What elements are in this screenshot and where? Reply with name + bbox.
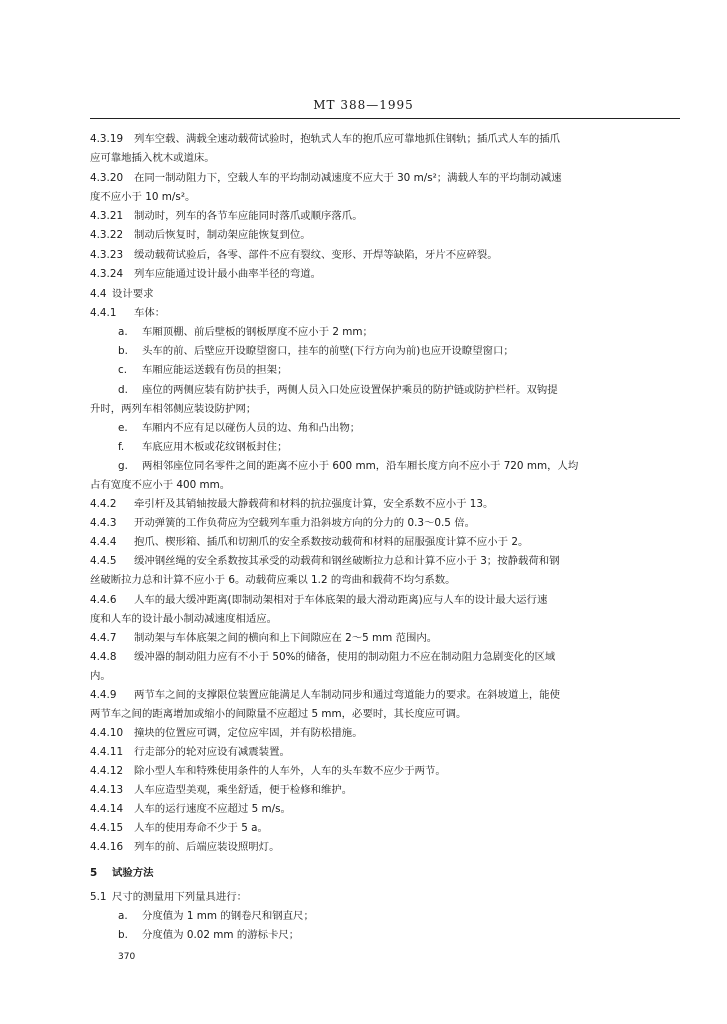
- clause-4-4-11: 4.4.11 行走部分的轮对应设有减震装置。: [90, 746, 290, 758]
- clause-4-4-12: 4.4.12 除小型人车和特殊使用条件的人车外，人车的头车数不应少于两节。: [90, 765, 446, 777]
- page-number: 370: [118, 952, 136, 962]
- clause-4-4-4: 4.4.4 抱爪、楔形箱、插爪和切割爪的安全系数按动载荷和材料的屈服强度计算不应小于 2。: [90, 536, 529, 548]
- section-4-4-title: 4.4 设计要求: [90, 288, 154, 300]
- clause-4-4-7: 4.4.7 制动架与车体底架之间的横向和上下间隙应在 2～5 mm 范围内。: [90, 632, 438, 644]
- list-item-a: a. 分度值为 1 mm 的钢卷尺和钢直尺；: [118, 910, 314, 922]
- clause-4-4-10: 4.4.10 撞块的位置应可调，定位应牢固，并有防松措施。: [90, 727, 363, 739]
- clause-continuation: 两节车之间的距离增加或缩小的间隙量不应超过 5 mm，必要时，其长度应可调。: [90, 708, 467, 720]
- clause-4-4-13: 4.4.13 人车应造型美观，乘坐舒适，便于检修和维护。: [90, 784, 353, 796]
- list-item-g: g. 两相邻座位同名零件之间的距离不应小于 600 mm，沿车厢长度方向不应小于 720 mm，人均: [118, 460, 579, 472]
- list-item-f: f. 车底应用木板或花纹钢板封住；: [118, 441, 288, 453]
- clause-4-3-20: 4.3.20 在同一制动阻力下，空载人车的平均制动减速度不应大于 30 m/s²；满载人车的平均制动减速: [90, 172, 562, 184]
- clause-4-4-14: 4.4.14 人车的运行速度不应超过 5 m/s。: [90, 803, 291, 815]
- clause-4-3-23: 4.3.23 缓动载荷试验后，各零、部件不应有裂纹、变形、开焊等缺陷，牙片不应碎裂。: [90, 249, 498, 261]
- clause-4-4-6: 4.4.6 人车的最大缓冲距离(即制动架相对于车体底架的最大滑动距离)应与人车的设计最大运行速: [90, 594, 548, 606]
- clause-4-4-1: 4.4.1 车体：: [90, 307, 166, 319]
- clause-continuation: 丝破断拉力总和计算不应小于 6。动载荷应乘以 1.2 的弯曲和载荷不均匀系数。: [90, 574, 456, 586]
- clause-4-3-19: 4.3.19 列车空载、满载全速动载荷试验时，抱轨式人车的抱爪应可靠地抓住钢轨；插爪式人车的插爪: [90, 133, 561, 145]
- list-item-continuation: 升时，两列车相邻侧应装设防护网；: [90, 403, 257, 415]
- list-item-c: c. 车厢应能运送载有伤员的担架；: [118, 364, 288, 376]
- clause-4-3-21: 4.3.21 制动时，列车的各节车应能同时落爪或顺序落爪。: [90, 210, 363, 222]
- clause-continuation: 度不应小于 10 m/s²。: [90, 191, 196, 203]
- list-item-b: b. 分度值为 0.02 mm 的游标卡尺；: [118, 929, 300, 941]
- clause-4-4-15: 4.4.15 人车的使用寿命不少于 5 a。: [90, 822, 268, 834]
- clause-4-3-24: 4.3.24 列车应能通过设计最小曲率半径的弯道。: [90, 268, 322, 280]
- clause-4-4-8: 4.4.8 缓冲器的制动阻力应有不小于 50%的储备，使用的制动阻力不应在制动阻力急剧变化的区域: [90, 651, 556, 663]
- clause-4-4-2: 4.4.2 牵引杆及其销轴按最大静载荷和材料的抗拉强度计算，安全系数不应小于 13。: [90, 498, 494, 510]
- list-item-e: e. 车厢内不应有足以碰伤人员的边、角和凸出物；: [118, 422, 361, 434]
- clause-4-4-5: 4.4.5 缓冲钢丝绳的安全系数按其承受的动载荷和钢丝破断拉力总和计算不应小于 3；按静载荷和钢: [90, 555, 560, 567]
- list-item-d: d. 座位的两侧应装有防护扶手，两侧人员入口处应设置保护乘员的防护链或防护栏杆。双钩提: [118, 384, 558, 396]
- clause-4-4-3: 4.4.3 开动弹簧的工作负荷应为空载列车重力沿斜坡方向的分力的 0.3～0.5 倍。: [90, 517, 475, 529]
- list-item-a: a. 车厢顶棚、前后壁板的钢板厚度不应小于 2 mm；: [118, 326, 373, 338]
- section-5-title: 5 试验方法: [90, 867, 154, 879]
- clause-4-4-16: 4.4.16 列车的前、后端应装设照明灯。: [90, 841, 280, 853]
- clause-continuation: 度和人车的设计最小制动减速度相适应。: [90, 613, 278, 625]
- list-item-continuation: 占有宽度不应小于 400 mm。: [90, 479, 231, 491]
- page-header: MT 388—1995: [313, 98, 414, 112]
- clause-5-1: 5.1 尺寸的测量用下列量具进行：: [90, 891, 248, 903]
- list-item-b: b. 头车的前、后壁应开设瞭望窗口，挂车的前壁(下行方向为前)也应开设瞭望窗口；: [118, 345, 514, 357]
- clause-continuation: 应可靠地插入枕木或道床。: [90, 152, 215, 164]
- clause-continuation: 内。: [90, 670, 111, 682]
- clause-4-3-22: 4.3.22 制动后恢复时，制动架应能恢复到位。: [90, 229, 311, 241]
- clause-4-4-9: 4.4.9 两节车之间的支撑限位装置应能满足人车制动同步和通过弯道能力的要求。在斜坡道上，能使: [90, 689, 561, 701]
- header-rule: [90, 118, 680, 119]
